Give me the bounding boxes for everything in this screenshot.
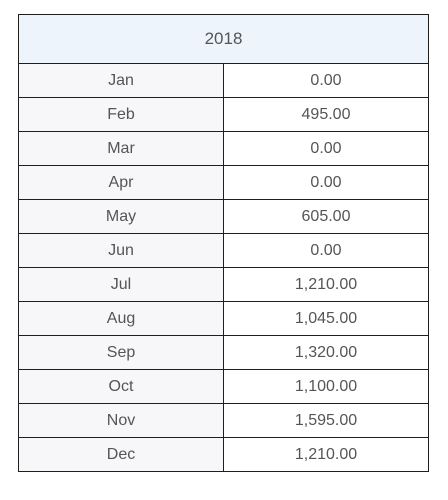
month-cell: Jan [19,64,224,98]
table-row [19,268,429,302]
data-table-container [18,14,429,472]
amount-cell: 0.00 [224,132,429,166]
table-row [19,234,429,268]
month-cell: May [19,200,224,234]
month-cell: Mar [19,132,224,166]
amount-cell: 0.00 [224,64,429,98]
table-body [19,64,429,472]
table-row [19,336,429,370]
amount-cell: 0.00 [224,166,429,200]
amount-cell: 0.00 [224,234,429,268]
amount-cell: 605.00 [224,200,429,234]
table-row [19,64,429,98]
table-row [19,132,429,166]
amount-cell: 1,595.00 [224,404,429,438]
month-cell: Jul [19,268,224,302]
table-row [19,200,429,234]
month-cell: Feb [19,98,224,132]
year-header: 2018 [19,15,429,64]
table-row [19,98,429,132]
month-cell: Oct [19,370,224,404]
amount-cell: 495.00 [224,98,429,132]
table-row [19,166,429,200]
month-cell: Apr [19,166,224,200]
month-cell: Nov [19,404,224,438]
month-cell: Dec [19,438,224,472]
amount-cell: 1,100.00 [224,370,429,404]
month-cell: Sep [19,336,224,370]
month-cell: Aug [19,302,224,336]
table-header-row [19,15,429,64]
amount-cell: 1,045.00 [224,302,429,336]
amount-cell: 1,320.00 [224,336,429,370]
monthly-amount-table [18,14,429,472]
amount-cell: 1,210.00 [224,438,429,472]
month-cell: Jun [19,234,224,268]
table-row [19,404,429,438]
table-row [19,438,429,472]
table-row [19,370,429,404]
table-row [19,302,429,336]
amount-cell: 1,210.00 [224,268,429,302]
